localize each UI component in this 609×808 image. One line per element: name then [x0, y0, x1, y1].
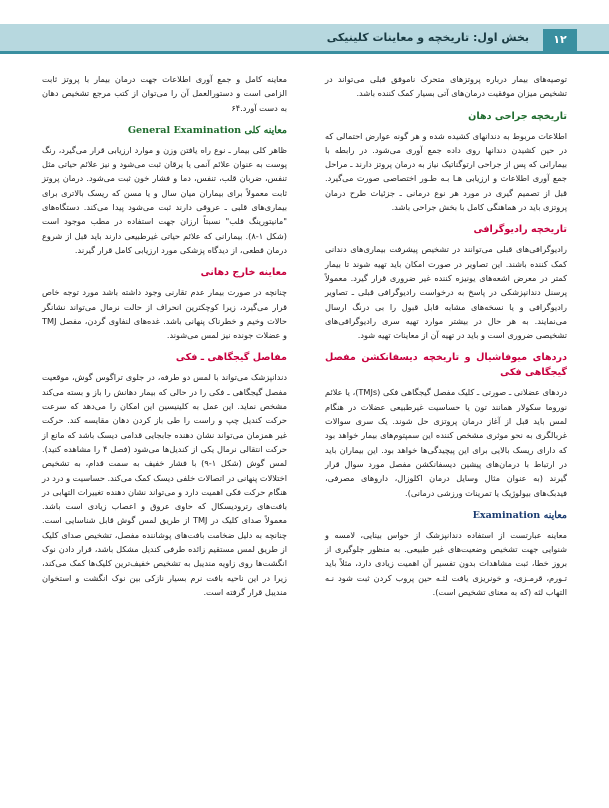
left-column — [42, 72, 287, 601]
section-heading: مفاصل گیجگاهی ـ فکی — [175, 352, 287, 364]
paragraph: معاینه کامل و جمع آوری اطلاعات جهت درمان بیمار با پروتز ثابت الزامی است و دستورالعمل آن را می‌توان از کتب مرجع تشخیص دهان به دست آورد.۶۴ — [42, 74, 287, 113]
page-header — [0, 0, 609, 70]
paragraph: معاینه عبارتست از استفاده دندانپزشک از حواس بینایی، لامسه و شنوایی جهت تشخیص وضعیت‌های غیر طبیعی. به منظور جلوگیری از بروز خطا، ثبت مشاهدات بدون تفسیر آن اهمیت زیادی دارد، مثلاً باید تـورم، قرمـزی، و خونریزی یافت لثـه حین پروب کردن ثبت شود نـه التهاب لثه (که به معنای تشخیص است). — [325, 529, 567, 598]
paragraph: رادیوگرافی‌های قبلی می‌توانند در تشخیص پیشرفت بیماری‌های دندانی کمک کننده باشند. این تصاویر در صورت امکان باید تهیه شوند تا بیمار کمتر در معرض اشعه‌های یونیزه کننده غیر ضروری قرار گیرد. معمولاً پرسنل دندانپزشکی در پاسخ به درخواست رادیوگرافی قبلی ـ تصاویر رادیوگرافی و یا نسخه‌های مشابه قابل قبول را بی درنگ ارسال می‌نمایند. به هر حال در بیشتر موارد تهیه سری رادیوگرافی‌های تشخیصی ضروری است و باید در تهیه آن از معاینات تهیه شود. — [325, 244, 567, 341]
paragraph: چنانچه در صورت بیمار عدم تقارنی وجود داشته باشد مورد توجه خاص قرار می‌گیرد، زیرا کوچکترین انحراف از حالت نرمال می‌تواند نشانگر حالات وخیم و خطرناک پنهانی باشد. غده‌های لنفاوی گردن، مفصل TMJ و عضلات جونده نیز لمس می‌شوند. — [42, 287, 287, 341]
paragraph: اطلاعات مربوط به دندانهای کشیده شده و هر گونه عوارض احتمالی که در حین کشیدن دندانها روی داده جمع آوری می‌شود. در رابطه با بیمارانی که پس از جراحی ارتوگناتیک نیاز به درمان پروتز دارند ـ مراحل جمع آوری اطلاعات و ارزیابی هـا بـه طـور اختصاصی صورت می‌گیرد. قبل از تصمیم گیری در مورد هر نوع درمانی ـ جزئیات طرح درمان پروتزی باید در هماهنگی کامل با بخش جراحی باشد. — [325, 130, 567, 213]
right-column — [325, 72, 567, 601]
paragraph: دردهای عضلانی ـ صورتی ـ کلیک مفصل گیجگاهی فکی (TMJs)، یا علائم نوروما سکولار همانند تون یا حساسیت غیرطبیعی عضلات در هنگام لمس باید قبل از آغاز درمان پروتزی حل شوند. یک سری سوالات غربالگری به نحو موثری مشخص کننده این سمپتوم‌های بیمار خواهد بود که دارای ریسک بالایی برای این پیچیدگی‌ها خواهد بود. این بیماران باید در ارتباط با درمان‌های پیشین دیسفانکشن مفصل مورد سوال قرار گیرند (به عنوان مثال وسایل درمان اکلوزال، داروهای مصرفی، فیدبک‌های بیولوژیک یا تمرینات ورزشی درمانی). — [325, 387, 567, 498]
chapter-title: بخش اول: تاریخچه و معاینات کلینیکی — [326, 31, 529, 44]
paragraph: ظاهر کلی بیمار ـ نوع راه یافتن وزن و موارد ارزیابی قرار می‌گیرد، رنگ پوست به عنوان علائم آنمی یا یرقان ثبت می‌شود و نیز علائم حیاتی مثل تنفس، ضربان قلب، تنفس، دما و فشار خون ثبت می‌شود. درمان پروتز ثابت معمولاً برای بیماران میان سال و یا مسن که ریسک بالاتری برای بیماری‌های قلبی ـ عروقی دارند ثبت می‌شود پیدا می‌کند. دستگاه‌های "مانیتورینگ قلب" نسبتاً ارزان جهت استفاده در مطب موجود است (شکل ۱-۸). بیمارانی که علائم حیاتی غیرطبیعی دارند باید قبل از شروع درمان قطعی، از دیدگاه پزشکی مورد ارزیابی کامل قرار گیرند. — [42, 144, 287, 255]
section-heading: تاریخچه رادیوگرافی — [473, 224, 567, 236]
section-heading: معاینه خارج دهانی — [200, 267, 287, 279]
section-heading: تاریخچه جراحی دهان — [468, 110, 567, 122]
paragraph: دندانپزشک می‌تواند با لمس دو طرفه، در جلوی تراگوس گوش، موقعیت مفصل گیجگاهی ـ فکی را در حالی که بیمار دهانش را باز و بسته می‌کند مشخص نماید. این عمل به کلینیسین این امکان را می‌دهد که سرعت حرکت کندیل چپ و راست را طی باز کردن دهان مقایسه کند. حرکت غیر همزمان می‌تواند نشان دهنده جابجایی قدامی دیسک باشد که مانع از حرکت انتقالی نرمال یکی از کندیل‌ها می‌شود (فصل ۴ را مشاهده کنید). لمس گوش (شکل ۱-۹) با فشار خفیف به سمت قدام، به تشخیص اختلالات پنهانی در اتصالات خلفی دیسک کمک می‌کند. حساسیت و درد در هنگام حرکت فکی اهمیت دارد و می‌تواند نشان دهنده تغییرات التهابی در بافت‌های رترودیسکال که حاوی عروق و اعصاب زیادی است باشد. معمولاً صدای کلیک در TMJ از طریق لمس گوش قابل شناسایی است. چنانچه به دلیل ضخامت بافت‌های پوشاننده مفصل، تشخیص صدای کلیک از طریق لمس مستقیم زائده طرفی کندیل مشکل باشد، قرار دادن نوک انگشت‌ها روی زاویه مندیبل به تشخیص خفیف‌ترین کلیک‌ها کمک می‌کند، زیرا در این ناحیه بافت نرم بسیار نازکی بین نوک انگشت و استخوان مندیبل قرار گرفته است. — [42, 372, 288, 597]
section-heading: دردهای میوفاشیال و تاریخچه دیسفانکشن مفصل گیجگاهی فکی — [325, 352, 567, 379]
section-heading: معاینه کلی General Examination — [127, 124, 287, 136]
section-heading: معاینه Examination — [472, 509, 567, 521]
paragraph: توصیه‌های بیمار درباره پروتزهای متحرک ناموفق قبلی می‌تواند در تشخیص میزان موفقیت درمان‌های آتی بسیار کمک کننده باشد. — [325, 74, 567, 99]
page-number: ۱۲ — [543, 29, 577, 51]
